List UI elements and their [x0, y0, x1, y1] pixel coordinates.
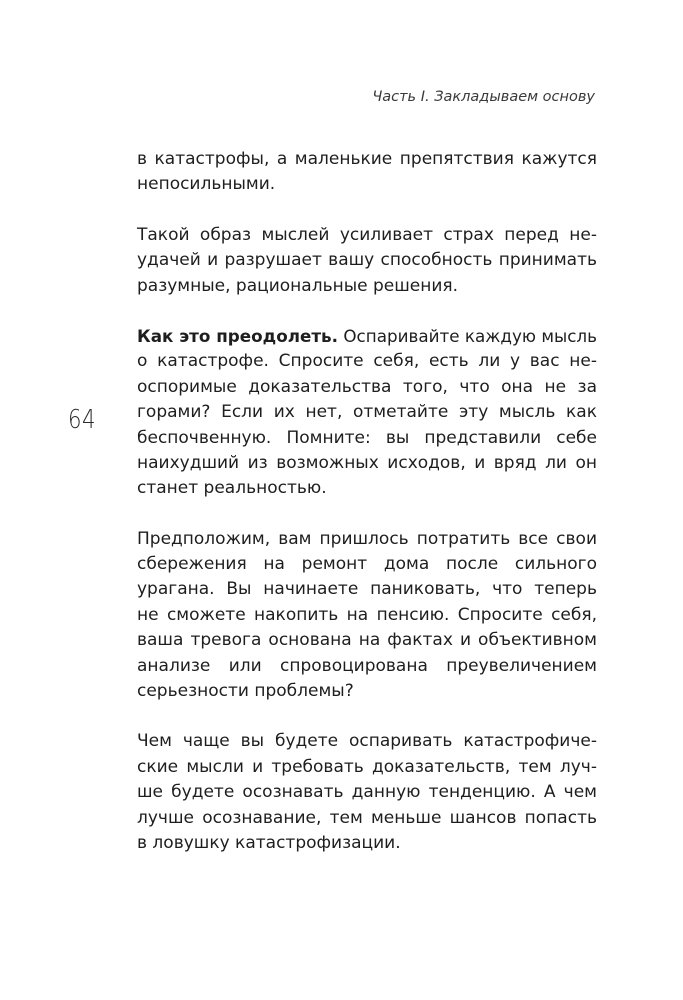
text-line: в катастрофы, а маленькие препятствия кажутся [137, 149, 597, 169]
text-line: непосильными. [137, 174, 276, 195]
running-header: Часть I. Закладываем основу [372, 89, 595, 105]
text-line: Чем чаще вы будете оспаривать катастрофиче- [137, 731, 597, 752]
text-line: анализе или спровоцирована преувеличением [137, 655, 597, 676]
text-line: беспочвенную. Помните: вы представили себе [137, 427, 597, 448]
text-line: урагана. Вы начинаете паниковать, что теперь [137, 579, 597, 600]
text-line [137, 324, 597, 349]
page-number: 64 [68, 405, 96, 435]
text-line: разумные, рациональные решения. [137, 275, 459, 296]
paragraph-2 [137, 223, 597, 299]
lead-continuation: Оспаривайте каждую мысль [338, 325, 597, 346]
text-line: Предположим, вам пришлось потратить все свои [137, 528, 597, 549]
text-line: сбережения на ремонт дома после сильного [137, 554, 597, 575]
text-line: станет реальностью. [137, 478, 327, 499]
text-line: о катастрофе. Спросите себя, есть ли у вас не- [137, 351, 597, 372]
paragraph-3 [137, 324, 597, 502]
text-line: серьезности проблемы? [137, 681, 354, 702]
lead-heading: Как это преодолеть. [137, 325, 338, 346]
body-text [137, 147, 597, 881]
text-line: наихудший из возможных исходов, и вряд ли он [137, 452, 597, 473]
text-line: горами? Если их нет, отметайте эту мысль как [137, 402, 597, 423]
text-line: оспоримые доказательства того, что она не за [137, 376, 597, 397]
text-line: в ловушку катастрофизации. [137, 832, 401, 853]
text-line: Такой образ мыслей усиливает страх перед не- [137, 224, 597, 245]
paragraph-4 [137, 527, 597, 705]
paragraph-1 [137, 147, 597, 198]
text-line: не сможете накопить на пенсию. Спросите себя, [137, 604, 597, 625]
text-line: ше будете осознавать данную тенденцию. А чем [137, 782, 597, 803]
paragraph-5 [137, 729, 597, 856]
text-line: ваша тревога основана на фактах и объективном [137, 630, 597, 651]
text-line: ские мысли и требовать доказательств, тем луч- [137, 756, 597, 777]
text-line: лучше осознавание, тем меньше шансов попасть [137, 807, 597, 828]
text-line: удачей и разрушает вашу способность принимать [137, 250, 597, 271]
